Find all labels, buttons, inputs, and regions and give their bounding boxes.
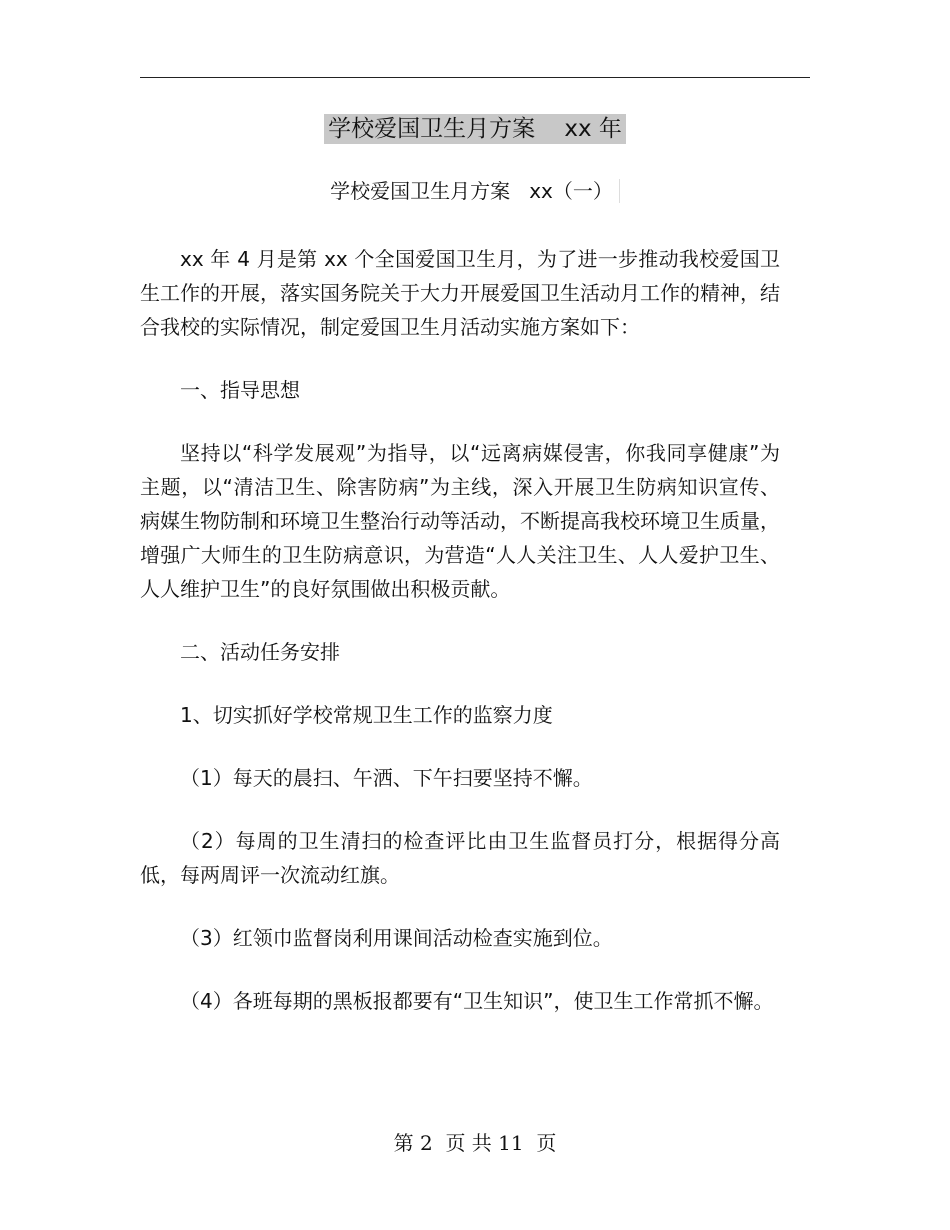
document-title-text: 学校爱国卫生月方案 xx 年 <box>324 114 626 144</box>
list-item-1: （1）每天的晨扫、午洒、下午扫要坚持不懈。 <box>180 766 593 790</box>
list-item-4: （4）各班每期的黑板报都要有“卫生知识”，使卫生工作常抓不懈。 <box>180 989 774 1013</box>
paragraph-intro: xx 年 4 月是第 xx 个全国爱国卫生月，为了进一步推动我校爱国卫生工作的开展，落实国务院关于大力开展爱国卫生活动月工作的精神，结合我校的实际情况，制定爱国卫生月活动实施方案如下： <box>140 247 780 339</box>
section-heading-guiding-thought: 一、指导思想 <box>180 378 300 402</box>
document-body <box>140 242 780 1047</box>
list-heading-routine-hygiene: 1、切实抓好学校常规卫生工作的监察力度 <box>180 703 553 727</box>
header-rule <box>140 77 810 78</box>
section-heading-task-arrangement: 二、活动任务安排 <box>180 640 340 664</box>
list-item-2: （2）每周的卫生清扫的检查评比由卫生监督员打分，根据得分高低，每两周评一次流动红旗。 <box>140 829 780 887</box>
document-subtitle-text: 学校爱国卫生月方案 xx（一） <box>330 179 620 203</box>
paragraph-guiding-thought: 坚持以“科学发展观”为指导，以“远离病媒侵害，你我同享健康”为主题，以“清洁卫生、除害防病”为主线，深入开展卫生防病知识宣传、病媒生物防制和环境卫生整治行动等活动，不断提高我校环境卫生质量，增强广大师生的卫生防病意识，为营造“人人关注卫生、人人爱护卫生、人人维护卫生”的良好氛围做出积极贡献。 <box>140 441 780 601</box>
document-title <box>0 112 950 146</box>
list-item-3: （3）红领巾监督岗利用课间活动检查实施到位。 <box>180 926 613 950</box>
page-number: 第 2 页 共 11 页 <box>393 1131 557 1155</box>
document-subtitle <box>0 176 950 206</box>
